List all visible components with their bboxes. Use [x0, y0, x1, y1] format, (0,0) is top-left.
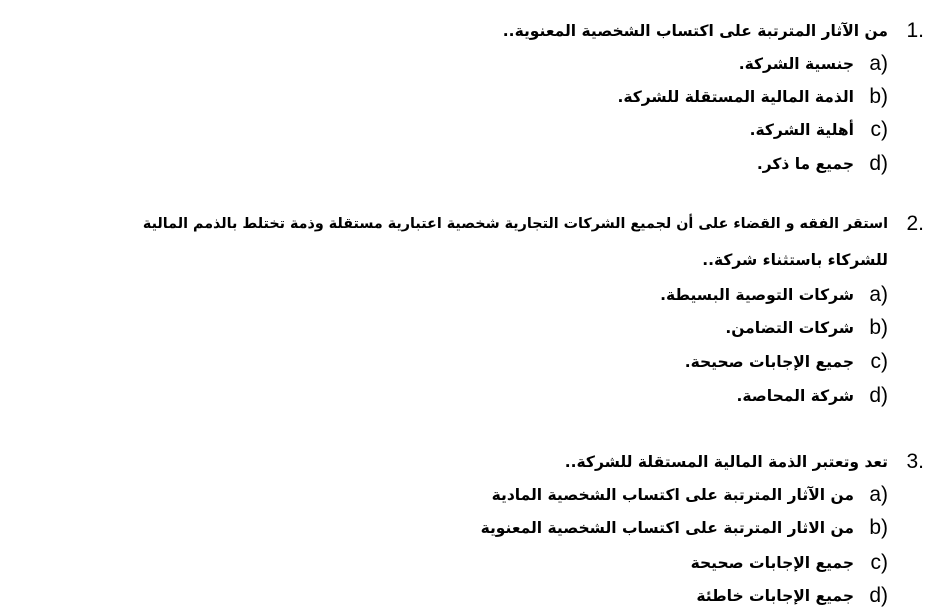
option-text: شركات التضامن. — [725, 319, 854, 337]
option-letter: c) — [870, 551, 888, 574]
option-a — [0, 47, 932, 81]
question-3-stem — [0, 445, 932, 479]
option-b — [0, 511, 932, 545]
question-text-continued: للشركاء باستثناء شركة.. — [702, 251, 888, 269]
option-letter: c) — [870, 350, 888, 373]
option-b — [0, 80, 932, 114]
option-text: شركات التوصية البسيطة. — [660, 286, 854, 304]
option-letter: b) — [869, 516, 888, 539]
option-text: جميع الإجابات خاطئة — [696, 587, 854, 605]
question-text: استقر الفقه و القضاء على أن لجميع الشركات التجارية شخصية اعتبارية مستقلة وذمة تختلط بالذمم المالية — [142, 216, 888, 232]
question-text: من الآثار المترتبة على اكتساب الشخصية المعنوية.. — [502, 22, 888, 40]
option-c — [0, 113, 932, 147]
option-letter: d) — [869, 584, 888, 607]
option-d — [0, 379, 932, 413]
option-b — [0, 311, 932, 345]
option-text: جميع ما ذكر. — [756, 155, 854, 173]
option-text: من الاثار المترتبة على اكتساب الشخصية المعنوية — [480, 519, 854, 537]
option-text: شركة المحاصة. — [736, 387, 854, 405]
option-letter: d) — [869, 384, 888, 407]
option-letter: b) — [869, 85, 888, 108]
option-letter: b) — [869, 316, 888, 339]
option-text: جميع الإجابات صحيحة. — [684, 353, 854, 371]
question-number: 2. — [906, 212, 924, 235]
option-text: أهلية الشركة. — [749, 121, 854, 139]
option-letter: a) — [869, 283, 888, 306]
option-a — [0, 278, 932, 312]
question-2-stem-continued — [0, 243, 932, 277]
option-d — [0, 579, 932, 613]
option-letter: c) — [870, 118, 888, 141]
option-letter: a) — [869, 52, 888, 75]
option-text: جنسية الشركة. — [738, 55, 854, 73]
question-number: 3. — [906, 450, 924, 473]
option-letter: d) — [869, 152, 888, 175]
option-text: الذمة المالية المستقلة للشركة. — [617, 88, 854, 106]
option-letter: a) — [869, 483, 888, 506]
question-2-stem — [0, 207, 932, 241]
option-c — [0, 546, 932, 580]
option-d — [0, 147, 932, 181]
option-text: جميع الإجابات صحيحة — [690, 554, 854, 572]
question-1-stem — [0, 14, 932, 48]
question-number: 1. — [906, 19, 924, 42]
option-c — [0, 345, 932, 379]
option-a — [0, 478, 932, 512]
question-text: تعد وتعتبر الذمة المالية المستقلة للشركة.. — [564, 453, 888, 471]
option-text: من الآثار المترتبة على اكتساب الشخصية المادية — [491, 486, 854, 504]
